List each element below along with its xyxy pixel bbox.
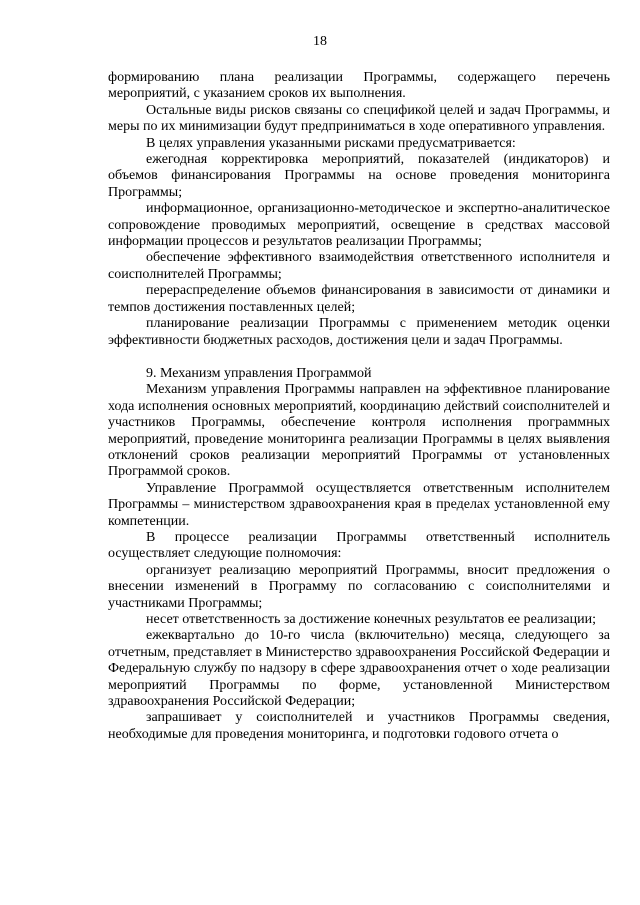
paragraph-powers-intro: В процессе реализации Программы ответственный исполнитель осуществляет следующие полномочия: [108,529,610,562]
list-item-quarterly-report: ежеквартально до 10-го числа (включительно) месяца, следующего за отчетным, представляет в Министерство здравоохранения Российской Федерации и Федеральную службу по надзору в сфере здравоохранения отчет о ходе реализации мероприятий Программы по форме, установленной Министерством здравоохранения Российской Федерации; [108,628,610,710]
list-item-annual-adjustment: ежегодная корректировка мероприятий, показателей (индикаторов) и объемов финансирования Программы на основе проведения мониторинга Программы; [108,152,610,200]
paragraph-mechanism: Механизм управления Программы направлен на эффективное планирование хода исполнения основных мероприятий, координацию действий соисполнителей и участников Программы, обеспечение контроля исполнения программных мероприятий, проведение мониторинга реализации Программы в целях выявления отклонений сроков реализации мероприятий Программы от установленных Программой сроков. [108,382,610,480]
document-body [108,70,610,743]
section-heading: 9. Механизм управления Программой [146,365,372,381]
list-item-requests: запрашивает у соисполнителей и участников Программы сведения, необходимые для проведения мониторинга, и подготовки годового отчета о [108,710,610,742]
list-item-information-support: информационное, организационно-методическое и экспертно-аналитическое сопровождение проводимых мероприятий, освещение в средствах массовой информации процессов и результатов реализации Программы; [108,201,610,250]
list-item-responsibility: несет ответственность за достижение конечных результатов ее реализации; [146,612,596,627]
paragraph-continuation: формированию плана реализации Программы, содержащего перечень мероприятий, с указанием сроков их выполнения. [108,70,610,102]
list-item-planning: планирование реализации Программы с применением методик оценки эффективности бюджетных расходов, достижения цели и задач Программы. [108,316,610,348]
paragraph-management: Управление Программой осуществляется ответственным исполнителем Программы – министерством здравоохранения края в пределах установленной ему компетенции. [108,480,610,529]
list-item-organizes: организует реализацию мероприятий Программы, вносит предложения о внесении изменений в Программу по согласованию с соисполнителями и участниками Программы; [108,562,610,611]
paragraph-other-risks: Остальные виды рисков связаны со спецификой целей и задач Программы, и меры по их минимизации будут предприниматься в ходе оперативного управления. [108,102,610,135]
list-item-redistribution: перераспределение объемов финансирования в зависимости от динамики и темпов достижения поставленных целей; [108,283,610,315]
page-number: 18 [313,34,327,49]
paragraph-risk-management-intro: В целях управления указанными рисками предусматривается: [146,135,516,151]
list-item-interaction: обеспечение эффективного взаимодействия ответственного исполнителя и соисполнителей Программы; [108,250,610,282]
